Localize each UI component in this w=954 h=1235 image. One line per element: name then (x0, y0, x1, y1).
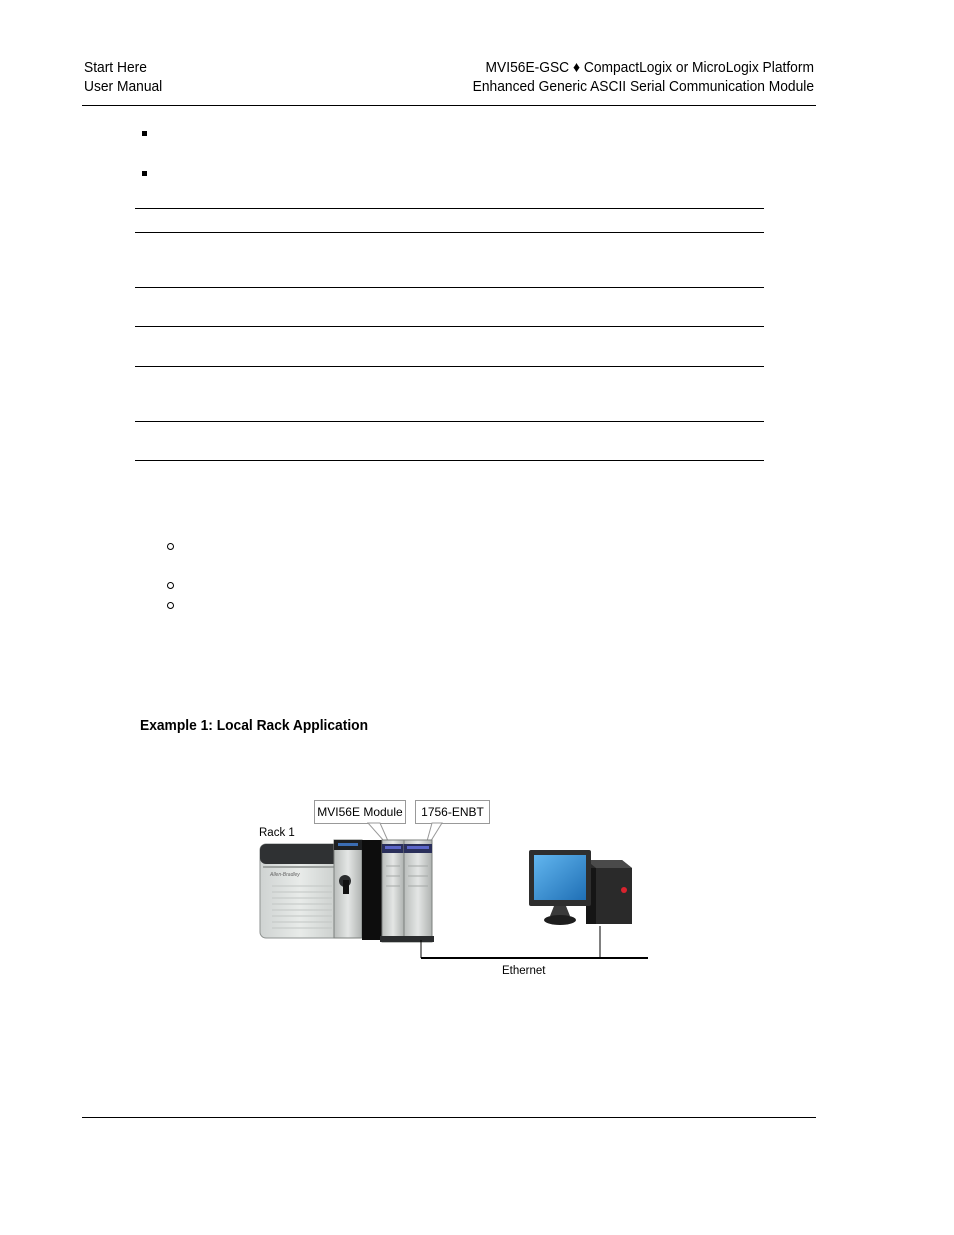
footer-rule (82, 1117, 816, 1118)
callout-mvi56e-module: MVI56E Module (314, 800, 406, 824)
brand-logo: Allen-Bradley (270, 872, 300, 878)
callout-1756-enbt: 1756-ENBT (415, 800, 490, 824)
header-start-here: Start Here (84, 59, 147, 76)
header-product-title: MVI56E-GSC ♦ CompactLogix or MicroLogix Platform (485, 59, 814, 76)
section-heading: Example 1: Local Rack Application (140, 717, 369, 734)
header-user-manual: User Manual (84, 78, 163, 95)
header-product-subtitle: Enhanced Generic ASCII Serial Communication Module (472, 78, 814, 95)
rack-label: Rack 1 (259, 827, 295, 839)
ethernet-label: Ethernet (502, 965, 546, 977)
